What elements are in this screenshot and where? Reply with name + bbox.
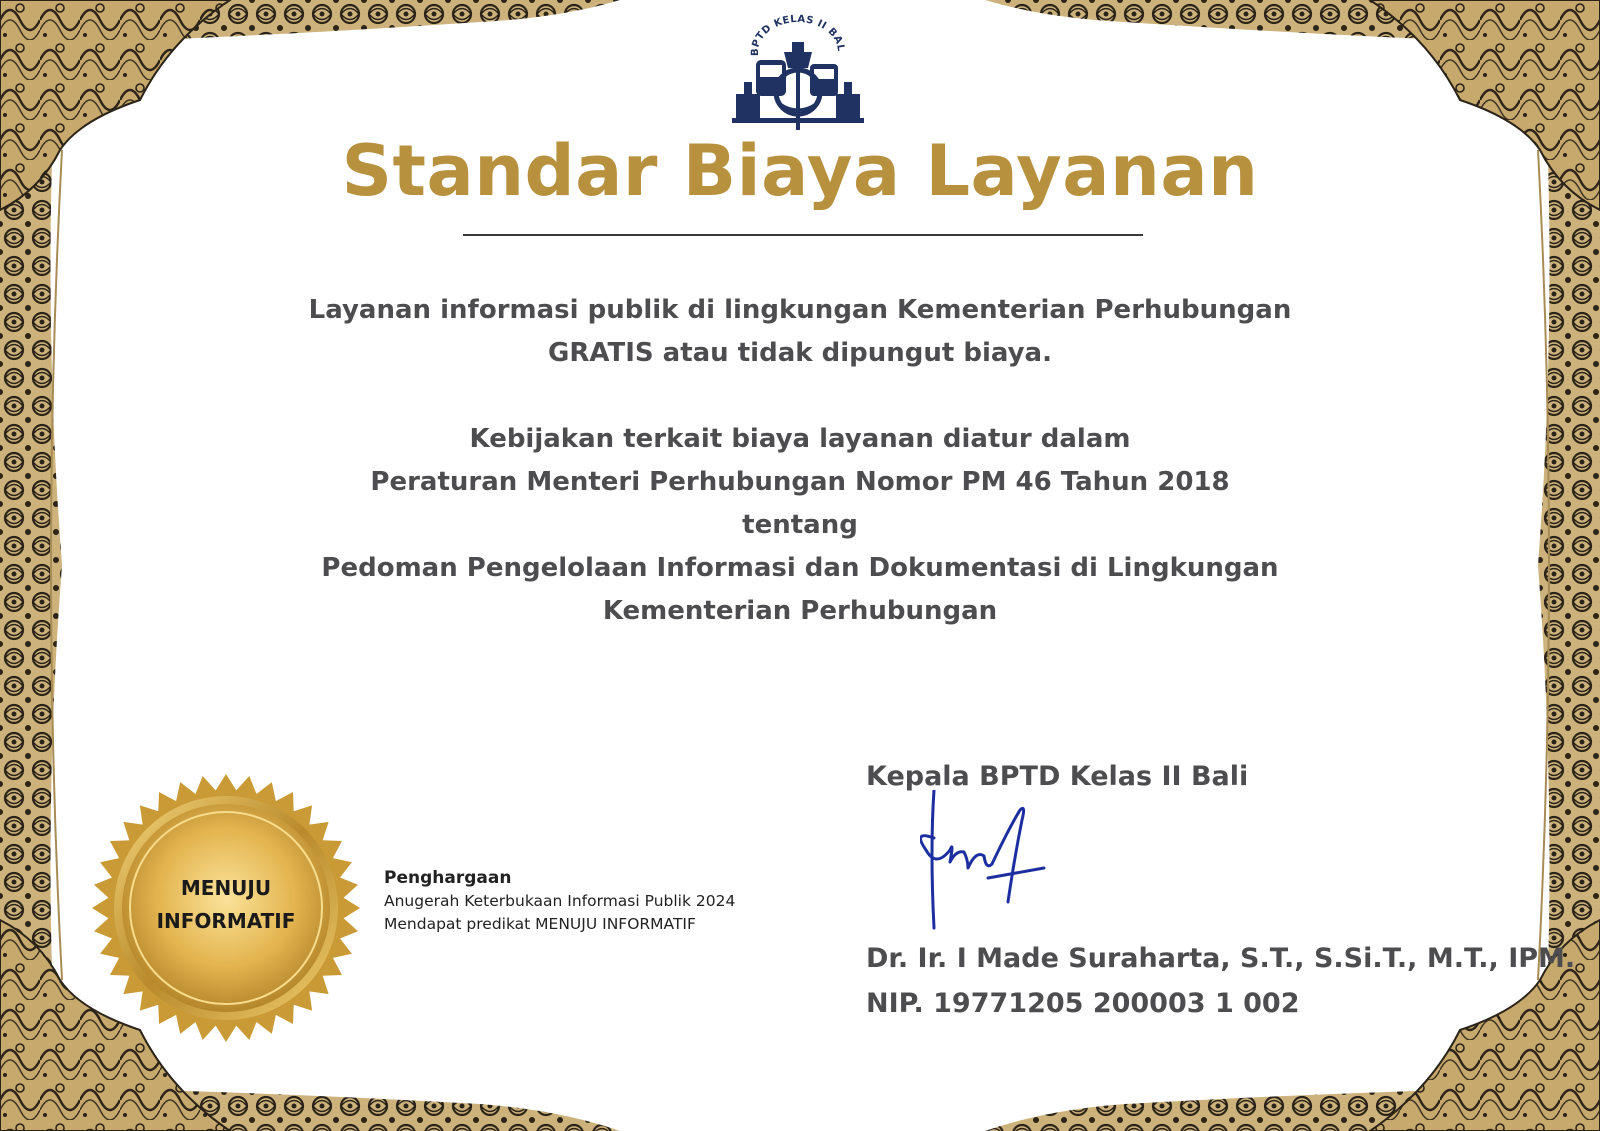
bptd-logo (728, 12, 868, 132)
signatory-nip: NIP. 19771205 200003 1 002 (866, 988, 1300, 1019)
policy-line: tentang (742, 510, 858, 540)
signature (920, 790, 1070, 950)
seal-label (110, 872, 342, 938)
free-service-statement (300, 289, 1300, 375)
policy-line: Peraturan Menteri Perhubungan Nomor PM 46 Tahun 2018 (370, 467, 1230, 497)
policy-line: Pedoman Pengelolaan Informasi dan Dokumentasi di Lingkungan (321, 553, 1279, 583)
title-divider (463, 234, 1143, 236)
policy-line: Kementerian Perhubungan (602, 596, 998, 626)
svg-text:BPTD KELAS II BALI (728, 12, 846, 56)
policy-statement (300, 418, 1300, 633)
bptd-logo-icon (728, 12, 868, 132)
policy-line: Kebijakan terkait biaya layanan diatur dalam (469, 424, 1131, 454)
award-line: Mendapat predikat MENUJU INFORMATIF (384, 915, 696, 933)
logo-text: BPTD KELAS II BAL (749, 13, 847, 57)
page-title: Standar Biaya Layanan (341, 130, 1259, 212)
signatory-position: Kepala BPTD Kelas II Bali (866, 761, 1249, 792)
seal-label-line: MENUJU (180, 876, 272, 900)
award-title: Penghargaan (384, 868, 512, 888)
statement-line: GRATIS atau tidak dipungut biaya. (548, 338, 1052, 368)
signature-icon (920, 790, 1070, 950)
signatory-name: Dr. Ir. I Made Suraharta, S.T., S.Si.T., M.T., IPM. (866, 943, 1576, 974)
seal-label-line: INFORMATIF (156, 909, 296, 933)
award-line: Anugerah Keterbukaan Informasi Publik 2024 (384, 892, 736, 910)
award-info (384, 866, 735, 936)
statement-line: Layanan informasi publik di lingkungan Kementerian Perhubungan (308, 295, 1292, 325)
